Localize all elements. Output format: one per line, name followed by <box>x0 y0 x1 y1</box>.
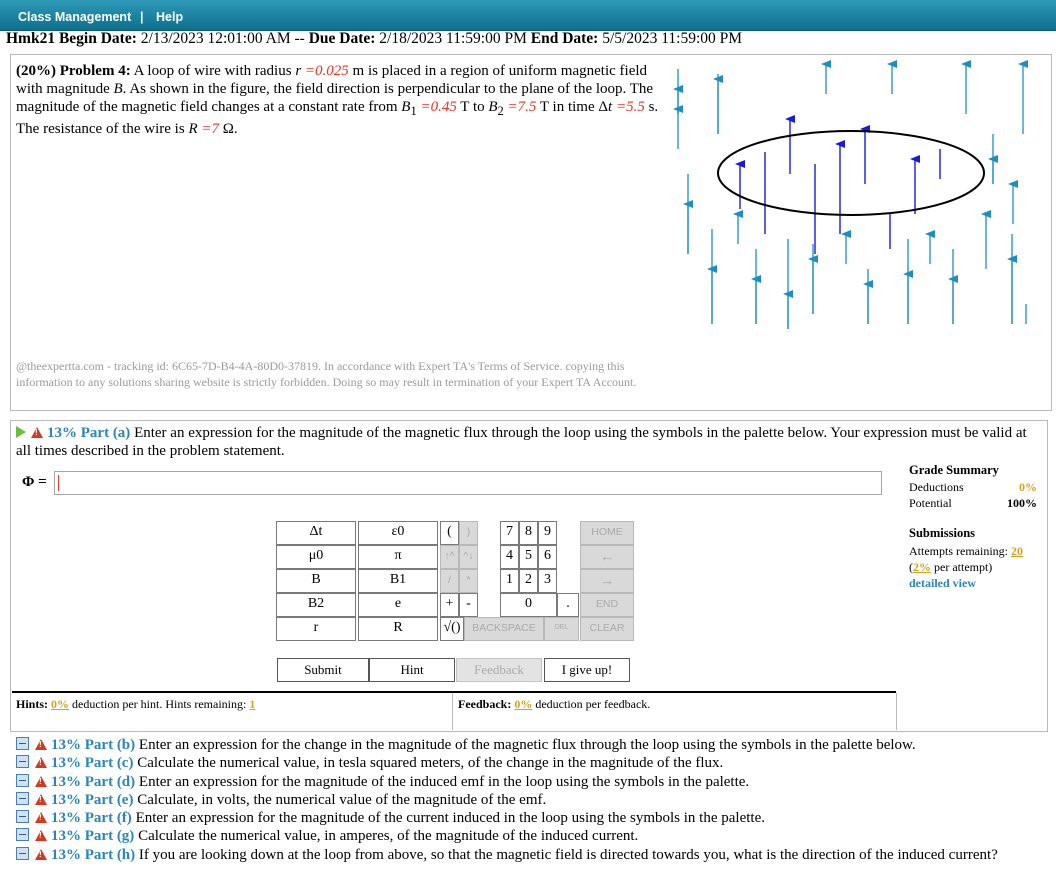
key-8[interactable]: 8 <box>519 521 538 545</box>
warning-icon <box>35 812 47 823</box>
value-b2: =7.5 <box>507 99 537 115</box>
problem-text: A loop of wire with radius <box>133 63 292 79</box>
part-label: 13% Part (b) <box>51 737 136 753</box>
collapse-icon[interactable] <box>16 774 29 787</box>
end-date-label: End Date: <box>530 30 599 47</box>
collapse-icon[interactable] <box>16 792 29 805</box>
key-superscript: ↑^ <box>440 545 459 569</box>
feedback-info <box>458 697 650 712</box>
problem-text: . As shown in the figure, the field direction is perpendicular to the plane of the loop. The magnitude of the magnetic field changes at a constant rate from <box>16 81 654 115</box>
part-a-text: Enter an expression for the magnitude of the magnetic flux through the loop using the symbols in the palette below. Your expression must be valid at all times described in the problem statement. <box>16 425 1027 459</box>
part-text: If you are looking down at the loop from above, so that the magnetic field is directed towards you, what is the direction of the induced current? <box>138 846 998 863</box>
part-a-header <box>16 424 1042 460</box>
answer-input[interactable] <box>54 471 882 495</box>
key-close-paren: ) <box>459 521 478 545</box>
part-f-row[interactable] <box>16 809 1046 827</box>
help-link[interactable]: Help <box>156 10 184 24</box>
class-management-link[interactable]: Class Management <box>18 10 132 24</box>
potential-label: Potential <box>909 496 952 510</box>
palette-pi[interactable]: π <box>358 545 438 569</box>
flux-label: Φ = <box>22 474 47 490</box>
hints-pct: 0% <box>51 697 70 711</box>
key-home: HOME <box>580 521 634 545</box>
divider <box>452 693 453 730</box>
deductions-value: 0% <box>1019 480 1037 494</box>
begin-date-label: Begin Date: <box>58 30 137 47</box>
palette-b1[interactable]: B1 <box>358 569 438 593</box>
key-4[interactable]: 4 <box>500 545 519 569</box>
key-backspace: BACKSPACE <box>464 617 544 641</box>
hints-label: Hints: <box>16 697 49 711</box>
problem-text: m is placed in a region of uniform magnetic field with magnitude <box>16 63 648 97</box>
feedback-text: deduction per feedback. <box>532 697 651 711</box>
deductions-row <box>909 480 1037 496</box>
problem-weight: (20%) <box>16 63 56 79</box>
wire-loop <box>718 131 984 215</box>
var-b: B <box>113 81 123 97</box>
palette-R[interactable]: R <box>358 617 438 641</box>
feedback-label: Feedback: <box>458 697 512 711</box>
var-b1-sub: 1 <box>410 104 417 118</box>
var-b2: B <box>488 99 498 115</box>
divider <box>896 693 897 730</box>
warning-icon <box>35 776 47 787</box>
submit-button[interactable]: Submit <box>277 658 369 682</box>
part-label: 13% Part (f) <box>51 810 132 827</box>
collapse-icon[interactable] <box>16 828 29 841</box>
part-e-row[interactable] <box>16 791 1046 809</box>
magnetic-field-figure <box>668 54 1050 334</box>
palette-b[interactable]: B <box>276 569 356 593</box>
key-0[interactable]: 0 <box>500 593 557 617</box>
part-text: Calculate the numerical value, in tesla squared meters, of the change in the magnitude of the flux. <box>137 755 724 772</box>
key-6[interactable]: 6 <box>538 545 557 569</box>
hints-info <box>16 697 255 712</box>
part-label: 13% Part (c) <box>51 755 134 772</box>
submissions-title: Submissions <box>909 526 976 540</box>
attempts-remaining: 20 <box>1010 544 1023 558</box>
warning-icon <box>35 849 47 860</box>
problem-text: s. The resistance of the wire is <box>16 99 659 137</box>
field-lines <box>678 64 1026 329</box>
due-date: 2/18/2023 11:59:00 PM <box>379 30 527 47</box>
divider <box>12 691 896 693</box>
key-sqrt[interactable]: √() <box>440 617 464 641</box>
key-decimal[interactable]: . <box>557 593 579 617</box>
hint-button[interactable]: Hint <box>369 658 455 682</box>
date-dash: -- <box>294 30 305 47</box>
key-open-paren[interactable]: ( <box>440 521 459 545</box>
key-subscript: ^↓ <box>459 545 478 569</box>
begin-date: 2/13/2023 12:01:00 AM <box>140 30 291 47</box>
part-text: Enter an expression for the magnitude of the induced emf in the loop using the symbols in the palette. <box>138 773 750 790</box>
key-5[interactable]: 5 <box>519 545 538 569</box>
key-end: END <box>580 593 634 617</box>
key-7[interactable]: 7 <box>500 521 519 545</box>
tracking-notice: @theexpertta.com - tracking id: 6C65-7D-B4-4A-80D0-37819. In accordance with Expert TA's Terms of Service. copying this information to any solutions sharing website is strictly forbidden. Doing so may result in termination of your Expert TA Account. <box>16 359 637 389</box>
key-delete: DEL <box>544 617 579 641</box>
palette-epsilon0[interactable]: ε0 <box>358 521 438 545</box>
expand-arrow-icon[interactable] <box>16 426 26 438</box>
key-clear: CLEAR <box>580 617 634 641</box>
part-c-row[interactable] <box>16 754 1046 772</box>
key-3[interactable]: 3 <box>538 569 557 593</box>
remaining-parts-list <box>16 736 1046 864</box>
grade-summary <box>909 463 1037 591</box>
key-divide: / <box>440 569 459 593</box>
value-b1: =0.45 <box>420 99 457 115</box>
part-label: 13% Part (d) <box>51 773 136 790</box>
warning-icon <box>35 757 47 768</box>
homework-name: Hmk21 <box>6 30 56 47</box>
due-date-label: Due Date: <box>308 30 376 47</box>
problem-text: Ω. <box>218 121 238 137</box>
part-b-row[interactable] <box>16 736 1046 754</box>
key-left-arrow: ← <box>580 545 634 569</box>
part-text: Calculate the numerical value, in amperes, of the magnitude of the induced current. <box>138 828 639 845</box>
potential-row <box>909 496 1037 512</box>
text-caret <box>58 475 59 491</box>
part-h-row[interactable] <box>16 846 1046 864</box>
collapse-icon[interactable] <box>16 810 29 823</box>
collapse-icon[interactable] <box>16 847 29 860</box>
key-right-arrow: → <box>580 569 634 593</box>
problem-statement <box>16 62 664 138</box>
assignment-dates <box>6 30 742 48</box>
part-label: 13% Part (g) <box>51 828 135 845</box>
key-minus[interactable]: - <box>459 593 478 617</box>
var-b2-sub: 2 <box>497 104 504 118</box>
grade-summary-title: Grade Summary <box>909 463 999 477</box>
hints-text: deduction per hint. Hints remaining: <box>69 697 247 711</box>
warning-icon <box>35 794 47 805</box>
nav-separator: | <box>140 10 144 24</box>
problem-text: T in time Δ <box>536 99 609 115</box>
hints-remaining: 1 <box>249 697 256 711</box>
collapse-icon[interactable] <box>16 755 29 768</box>
warning-icon <box>35 830 47 841</box>
part-text: Enter an expression for the magnitude of the current induced in the loop using the symbols in the palette. <box>135 810 765 827</box>
end-date: 5/5/2023 11:59:00 PM <box>602 30 743 47</box>
part-d-row[interactable] <box>16 773 1046 791</box>
key-1[interactable]: 1 <box>500 569 519 593</box>
var-r-resistance: R <box>188 121 198 137</box>
palette-b2[interactable]: B2 <box>276 593 356 617</box>
detailed-view-link[interactable]: detailed view <box>909 576 976 590</box>
part-g-row[interactable] <box>16 827 1046 845</box>
collapse-icon[interactable] <box>16 737 29 750</box>
palette-e[interactable]: e <box>358 593 438 617</box>
part-label: 13% Part (h) <box>51 846 136 863</box>
per-attempt-text: per attempt) <box>931 560 993 574</box>
warning-icon <box>35 739 47 750</box>
part-text: Enter an expression for the change in the magnitude of the magnetic flux through the loop using the symbols in the palette below. <box>138 737 916 753</box>
feedback-button: Feedback <box>456 658 542 682</box>
var-b1: B <box>401 99 411 115</box>
key-2[interactable]: 2 <box>519 569 538 593</box>
potential-value: 100% <box>1007 496 1037 510</box>
problem-title: Problem 4: <box>59 63 131 79</box>
palette-dt[interactable]: Δt <box>276 521 356 545</box>
part-a-label: 13% Part (a) <box>47 425 131 441</box>
palette-r[interactable]: r <box>276 617 356 641</box>
part-text: Calculate, in volts, the numerical value of the magnitude of the emf. <box>137 791 547 808</box>
attempts-info: Attempts remaining: 20 (2% per attempt) detailed view <box>909 544 1023 590</box>
part-label: 13% Part (e) <box>51 791 134 808</box>
feedback-pct: 0% <box>514 697 533 711</box>
value-dt: =5.5 <box>615 99 645 115</box>
deductions-label: Deductions <box>909 480 964 494</box>
value-r-resistance: =7 <box>201 121 219 137</box>
per-attempt-pct: 2% <box>913 560 931 574</box>
var-r: r <box>295 63 302 79</box>
top-nav-bar <box>0 0 1056 31</box>
attempts-label: Attempts remaining: <box>909 544 1008 558</box>
give-up-button[interactable]: I give up! <box>544 658 630 682</box>
problem-text: T to <box>456 99 485 115</box>
key-plus[interactable]: + <box>440 593 459 617</box>
warning-icon <box>31 427 43 438</box>
key-9[interactable]: 9 <box>538 521 557 545</box>
key-multiply: * <box>459 569 478 593</box>
var-dt: t <box>608 99 613 115</box>
palette-mu0[interactable]: μ0 <box>276 545 356 569</box>
value-r: =0.025 <box>304 63 349 79</box>
